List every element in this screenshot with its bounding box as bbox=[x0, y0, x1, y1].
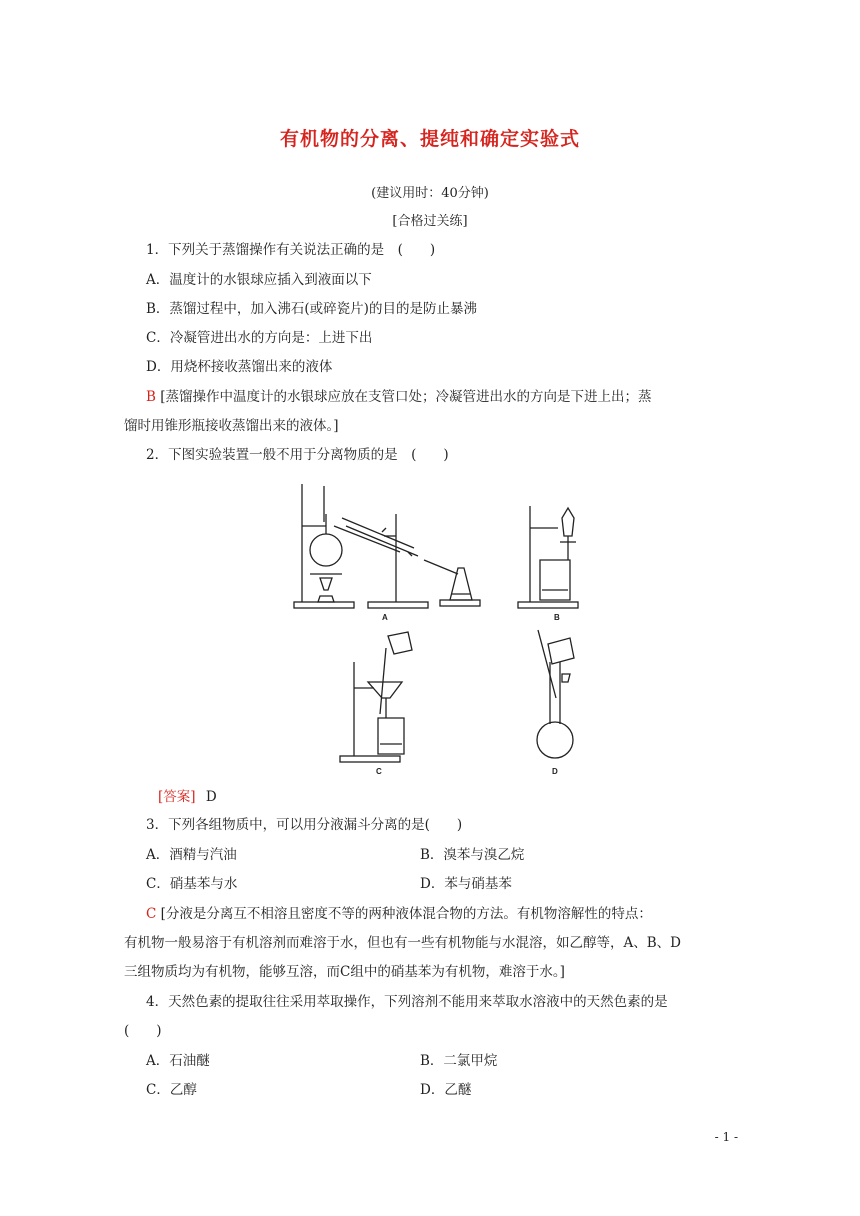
q2-answer: D bbox=[205, 789, 217, 805]
q4-option-b: B．二氯甲烷 bbox=[420, 1053, 498, 1069]
page-title: 有机物的分离、提纯和确定实验式 bbox=[279, 128, 580, 150]
q2-answer-line bbox=[158, 787, 217, 807]
q3-explanation-line1 bbox=[146, 904, 652, 924]
label-b: B bbox=[554, 613, 560, 622]
label-a: A bbox=[382, 613, 388, 622]
suggest-time: (建议用时：40分钟) bbox=[371, 186, 489, 201]
q1-option-c: C．冷凝管进出水的方向是：上进下出 bbox=[146, 330, 373, 346]
q3-stem: 3．下列各组物质中，可以用分液漏斗分离的是( ) bbox=[146, 817, 463, 833]
answer-tag: [答案] bbox=[158, 789, 196, 805]
q1-explanation-line2: 馏时用锥形瓶接收蒸馏出来的液体。] bbox=[124, 418, 339, 434]
section-heading: [合格过关练] bbox=[392, 214, 468, 229]
q1-explanation-line1 bbox=[146, 387, 652, 407]
q1-answer: B bbox=[146, 389, 156, 405]
apparatus-b bbox=[518, 506, 578, 622]
page-number: - 1 - bbox=[714, 1130, 738, 1144]
q3-explanation-line3: 三组物质均为有机物，能够互溶，而C组中的硝基苯为有机物，难溶于水。] bbox=[124, 964, 565, 980]
q4-option-a: A．石油醚 bbox=[146, 1053, 210, 1069]
q3-explanation-text: [分液是分离互不相溶且密度不等的两种液体混合物的方法。有机物溶解性的特点： bbox=[160, 906, 652, 922]
apparatus-c bbox=[340, 632, 412, 776]
q1-option-b: B．蒸馏过程中，加入沸石(或碎瓷片)的目的是防止暴沸 bbox=[146, 301, 477, 317]
label-d: D bbox=[552, 767, 558, 776]
q1-stem: 1．下列关于蒸馏操作有关说法正确的是 ( ) bbox=[146, 242, 436, 258]
q1-explanation-text: [蒸馏操作中温度计的水银球应放在支管口处；冷凝管进出水的方向是下进上出；蒸 bbox=[160, 389, 652, 405]
apparatus-d bbox=[537, 630, 574, 776]
apparatus-a bbox=[294, 484, 480, 622]
q3-explanation-line2: 有机物一般易溶于有机溶剂而难溶于水，但也有一些有机物能与水混溶，如乙醇等，A、B、D bbox=[124, 935, 681, 951]
q4-stem-bracket: ( ) bbox=[124, 1023, 162, 1039]
q4-option-c: C．乙醇 bbox=[146, 1082, 197, 1098]
q3-answer: C bbox=[146, 906, 157, 922]
label-c: C bbox=[376, 767, 382, 776]
q3-option-b: B．溴苯与溴乙烷 bbox=[420, 847, 525, 863]
q4-stem: 4．天然色素的提取往往采用萃取操作，下列溶剂不能用来萃取水溶液中的天然色素的是 bbox=[146, 994, 668, 1010]
q1-option-d: D．用烧杯接收蒸馏出来的液体 bbox=[146, 359, 333, 375]
q2-stem: 2．下图实验装置一般不用于分离物质的是 ( ) bbox=[146, 447, 449, 463]
q3-option-a: A．酒精与汽油 bbox=[146, 847, 237, 863]
q3-option-d: D．苯与硝基苯 bbox=[420, 876, 512, 892]
q3-option-c: C．硝基苯与水 bbox=[146, 876, 238, 892]
q4-option-d: D．乙醚 bbox=[420, 1082, 472, 1098]
apparatus-figure bbox=[290, 478, 590, 778]
q1-option-a: A．温度计的水银球应插入到液面以下 bbox=[146, 272, 372, 288]
